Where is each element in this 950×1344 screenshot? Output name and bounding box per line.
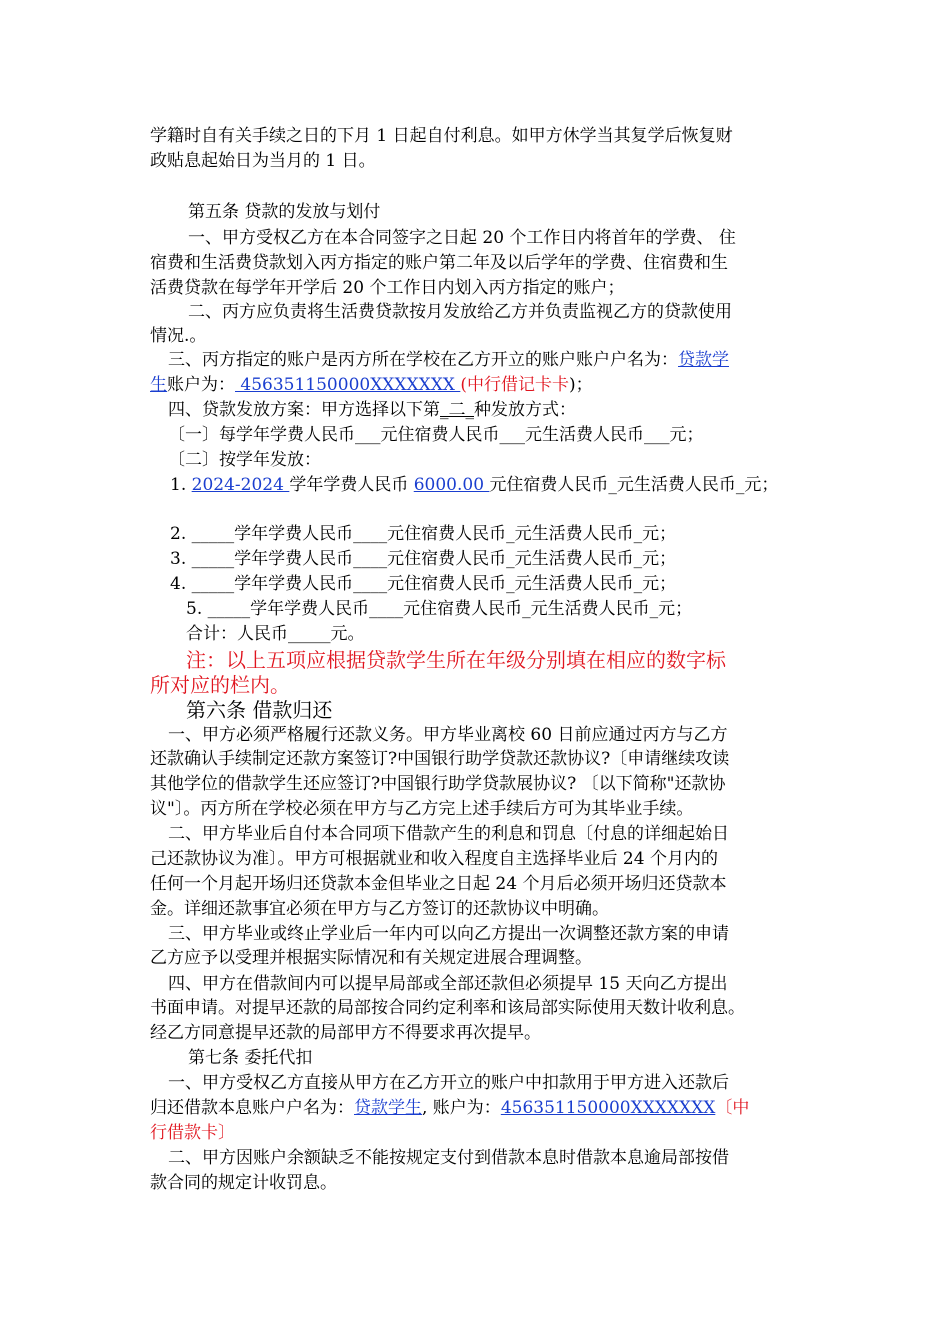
paragraph-line: 四、甲方在借款间内可以提早局部或全部还款但必须提早 15 天向乙方提出 <box>168 974 728 994</box>
article-6-title: 第六条 借款归还 <box>186 698 333 722</box>
note-line: 注：以上五项应根据贷款学生所在年级分别填在相应的数字标 <box>186 648 726 672</box>
row-text: 元住宿费人民币_元生活费人民币_元； <box>489 475 779 495</box>
account-intro: 归还借款本息账户户名为： <box>150 1098 354 1118</box>
note-line: 所对应的栏内。 <box>150 673 290 697</box>
year-row-1 <box>170 473 778 497</box>
plan-choice: _二_ <box>440 400 474 420</box>
paragraph-line: 学籍时自有关手续之日的下月 1 日起自付利息。如甲方休学当其复学后恢复财 <box>150 126 733 146</box>
paragraph-line: 二、甲方因账户余额缺乏不能按规定支付到借款本息时借款本息逾局部按借 <box>168 1148 729 1168</box>
paragraph-line: 其他学位的借款学生还应签订?中国银行助学贷款展协议? 〔以下简称"还款协 <box>150 774 726 794</box>
option-2: 〔二〕按学年发放： <box>168 450 321 470</box>
plan-text: 四、贷款发放方案：甲方选择以下第 <box>168 400 440 420</box>
paragraph-line: 书面申请。对提早还款的局部按合同约定利率和该局部实际使用天数计收利息。 <box>150 998 745 1018</box>
article-5-title: 第五条 贷款的发放与划付 <box>188 202 381 222</box>
account-intro: 三、丙方指定的账户是丙方所在学校在乙方开立的账户账户户名为： <box>168 350 678 370</box>
paragraph-line: 二、丙方应负责将生活费贷款按月发放给乙方并负责监视乙方的贷款使用 <box>188 302 732 322</box>
account-line <box>150 1096 749 1120</box>
paragraph-line: 二、甲方毕业后自付本合同项下借款产生的利息和罚息〔付息的详细起始日 <box>168 824 729 844</box>
paragraph-line: 金。详细还款事宜必须在甲方与乙方签订的还款协议中明确。 <box>150 899 609 919</box>
amount-link[interactable]: 6000.00 <box>413 475 490 495</box>
paragraph-line: 己还款协议为准〕。甲方可根据就业和收入程度自主选择毕业后 24 个月内的 <box>150 849 718 869</box>
plan-text: 种发放方式： <box>474 400 576 420</box>
paragraph-line: 情况.。 <box>150 326 207 346</box>
year-row-4: 4. _____学年学费人民币____元住宿费人民币_元生活费人民币_元； <box>170 574 677 594</box>
account-number-link[interactable]: 456351150000XXXXXXX <box>500 1098 716 1118</box>
account-label: , 账户为： <box>422 1098 501 1118</box>
account-label: 账户为： <box>167 375 235 395</box>
paragraph-line: 乙方应予以受理并根据实际情况和有关规定进展合理调整。 <box>150 948 592 968</box>
account-number-link[interactable]: 456351150000XXXXXXX <box>235 375 461 395</box>
account-line <box>150 373 593 397</box>
card-type: (中行借记卡卡 <box>460 375 569 395</box>
total-line: 合计：人民币_____元。 <box>186 624 365 644</box>
account-name-link[interactable]: 生 <box>150 375 167 395</box>
paragraph-line: 款合同的规定计收罚息。 <box>150 1173 337 1193</box>
card-type: 〔中 <box>715 1098 750 1118</box>
paragraph-line: 宿费和生活费贷款划入丙方指定的账户第二年及以后学年的学费、住宿费和生 <box>150 253 728 273</box>
account-name-link[interactable]: 贷款学生 <box>354 1098 422 1118</box>
account-name-link[interactable]: 贷款学 <box>678 350 729 370</box>
paragraph-line: 经乙方同意提早还款的局部甲方不得要求再次提早。 <box>150 1023 541 1043</box>
paragraph-line: 一、甲方受权乙方在本合同签字之日起 20 个工作日内将首年的学费、 住 <box>188 228 736 248</box>
disbursement-plan-line <box>168 398 576 422</box>
year-link[interactable]: 2024-2024 <box>191 475 290 495</box>
paragraph-line: 议"〕。丙方所在学校必须在甲方与乙方完上述手续后方可为其毕业手续。 <box>150 799 694 819</box>
card-type-end: )； <box>568 375 593 395</box>
paragraph-line: 一、甲方受权乙方直接从甲方在乙方开立的账户中扣款用于甲方进入还款后 <box>168 1073 729 1093</box>
article-7-title: 第七条 委托代扣 <box>188 1048 313 1068</box>
paragraph-line: 三、甲方毕业或终止学业后一年内可以向乙方提出一次调整还款方案的申请 <box>168 924 729 944</box>
card-type: 行借款卡〕 <box>150 1123 235 1143</box>
option-1: 〔一〕每学年学费人民币___元住宿费人民币___元生活费人民币___元； <box>168 425 704 445</box>
paragraph-line: 还款确认手续制定还款方案签订?中国银行助学贷款还款协议?〔申请继续攻读 <box>150 749 730 769</box>
row-number: 1. <box>170 475 187 495</box>
paragraph-line: 政贴息起始日为当月的 1 日。 <box>150 151 376 171</box>
paragraph-line: 一、甲方必须严格履行还款义务。甲方毕业离校 60 日前应通过丙方与乙方 <box>168 725 728 745</box>
year-row-2: 2. _____学年学费人民币____元住宿费人民币_元生活费人民币_元； <box>170 524 677 544</box>
year-row-5: 5. _____学年学费人民币____元住宿费人民币_元生活费人民币_元； <box>186 599 693 619</box>
row-text: 学年学费人民币 <box>289 475 414 495</box>
paragraph-line: 活费贷款在每学年开学后 20 个工作日内划入丙方指定的账户； <box>150 278 625 298</box>
year-row-3: 3. _____学年学费人民币____元住宿费人民币_元生活费人民币_元； <box>170 549 677 569</box>
account-line <box>168 348 729 372</box>
paragraph-line: 任何一个月起开场归还贷款本金但毕业之日起 24 个月后必须开场归还贷款本 <box>150 874 727 894</box>
